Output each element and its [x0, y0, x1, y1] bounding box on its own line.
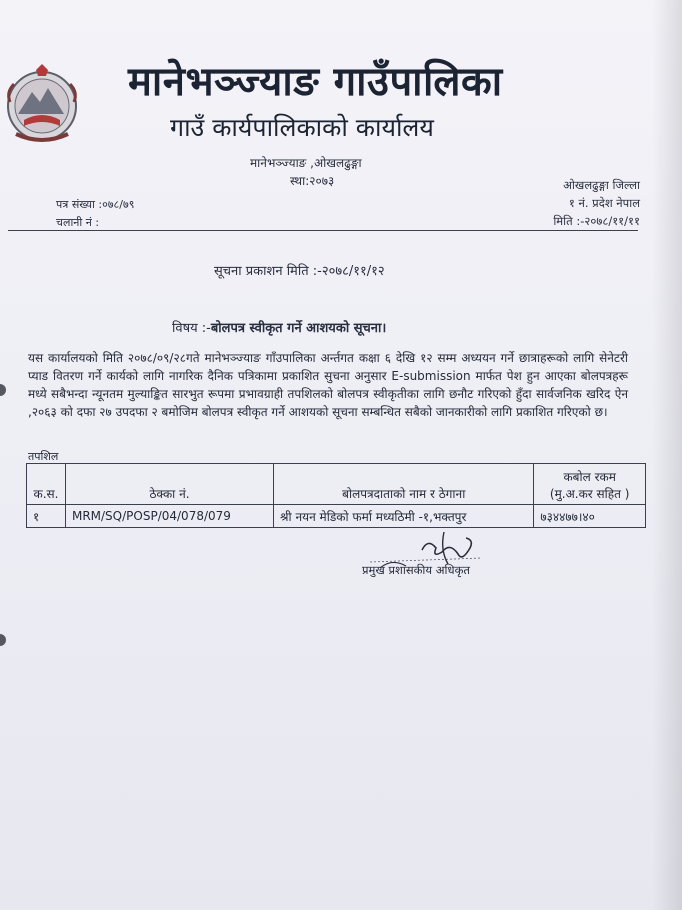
- table-row: [27, 505, 646, 528]
- publication-date: सूचना प्रकाशन मिति :-२०७८/११/१२: [214, 264, 385, 279]
- table-header-row: [27, 464, 646, 505]
- notice-subject: [172, 318, 552, 336]
- cell-contract-no: MRM/SQ/POSP/04/078/079: [65, 505, 273, 528]
- punch-hole: [0, 634, 6, 646]
- reference-right: [500, 176, 640, 230]
- dispatch-number: चलानी नं :: [56, 216, 100, 229]
- details-label: तपशिल: [28, 450, 59, 463]
- cell-sn: १: [27, 505, 66, 528]
- cell-amount: ७३४४७७।४०: [534, 505, 646, 528]
- signature-label: प्रमुख प्रशासकीय अधिकृत: [362, 563, 470, 577]
- office-address: मानेभञ्ज्याङ ,ओखलढुङ्गा: [250, 156, 362, 170]
- punch-hole: [0, 384, 6, 396]
- government-emblem-icon: [2, 62, 82, 148]
- header-bidder: बोलपत्रदाताको नाम र ठेगाना: [274, 464, 534, 505]
- office-name: गाउँ कार्यपालिकाको कार्यालय: [170, 113, 434, 142]
- reference-left: [56, 196, 256, 232]
- subject-text: बोलपत्र स्वीकृत गर्ने आशयको सूचना।: [210, 321, 387, 336]
- notice-body: यस कार्यालयको मिति २०७८/०९/२८गते मानेभञ्ज्याङ गाँउपालिका अर्न्तगत कक्षा ६ देखि १२ सम्म अध्ययन गर्ने छात्राहरूको लागि सेनेटरी प्याड वितरण गर्ने कार्यको लागि नागरिक दैनिक पत्रिकामा प्रकाशित सुचना अनुसार E-submission मार्फत पेश हुन आएका बोलपत्रहरू मध्ये सबैभन्दा न्यूनतम मुल्याङ्कित सारभुत रूपमा प्रभावग्राही तपशिलको बोलपत्र स्वीकृतीका लागि छनौट गरिएको हुँदा सार्वजनिक खरिद ऐन ,२०६३ को दफा २७ उपदफा २ बमोजिम बोलपत्र स्वीकृत गर्ने आशयको सूचना सम्बन्धित सबैको जानकारीको लागि प्रकाशित गरिएको छ।: [28, 351, 628, 419]
- district: ओखलढुङ्गा जिल्ला: [563, 178, 640, 192]
- letter-number: पत्र संख्या :०७८/७९: [56, 198, 135, 211]
- header-sn: क.स.: [27, 464, 66, 505]
- letter-date: मिति :-२०७८/११/११: [553, 214, 640, 228]
- province: १ नं. प्रदेश नेपाल: [568, 196, 640, 210]
- header-contract-no: ठेक्का नं.: [65, 464, 273, 505]
- header-divider: [8, 230, 638, 231]
- signature-icon: [362, 528, 502, 588]
- subject-prefix: विषय :-: [172, 321, 211, 336]
- established-year: स्था:२०७३: [290, 174, 335, 188]
- org-name: मानेभञ्ज्याङ गाउँपालिका: [128, 59, 503, 105]
- cell-bidder: श्री नयन मेडिको फर्मा मध्यठिमी -१,भक्तपुर: [274, 505, 534, 528]
- bid-table: [26, 463, 646, 528]
- header-amount: कबोल रकम (मु.अ.कर सहित ): [534, 464, 646, 505]
